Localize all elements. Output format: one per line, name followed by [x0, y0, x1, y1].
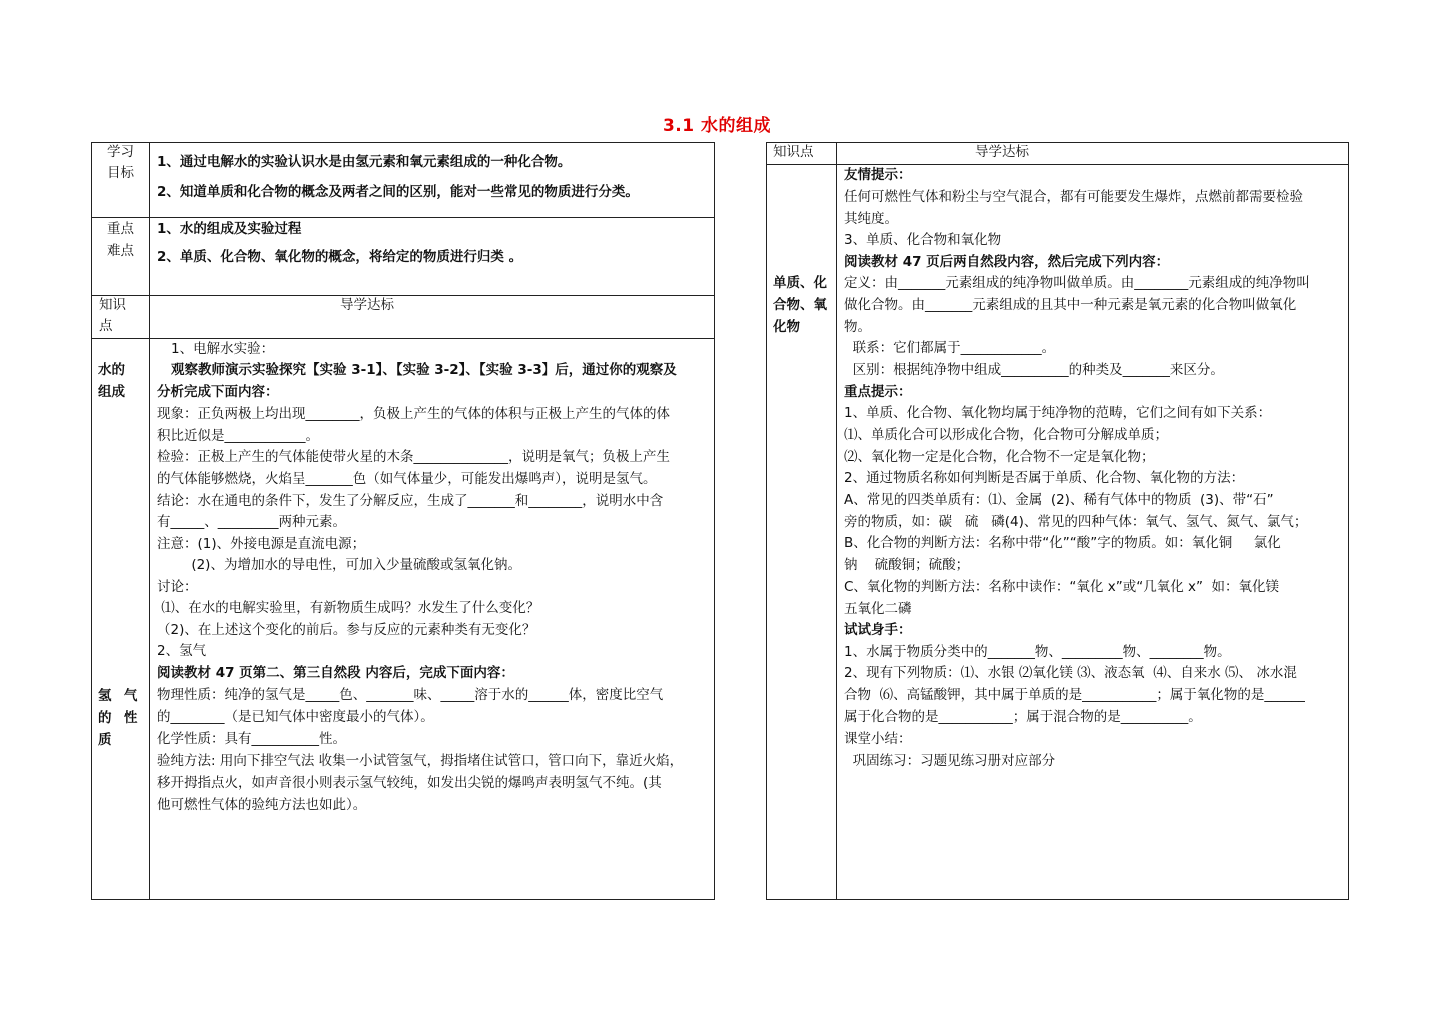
- right-header-knowledge: 知识点: [773, 144, 814, 160]
- section-water-label-1: 水的: [98, 362, 125, 378]
- left-line: 他可燃性气体的验纯方法也如此）。: [157, 797, 367, 813]
- right-line: 其纯度。: [844, 211, 898, 227]
- right-line: 定义：由_______元素组成的纯净物叫做单质。由________元素组成的纯净物叫: [844, 275, 1310, 291]
- left-line: 移开拇指点火，如声音很小则表示氢气较纯，如发出尖锐的爆鸣声表明氢气不纯。(其: [157, 775, 662, 791]
- left-line: 阅读教材 47 页第二、第三自然段 内容后，完成下面内容：: [157, 665, 514, 681]
- right-line: 任何可燃性气体和粉尘与空气混合，都有可能要发生爆炸，点燃前都需要检验: [844, 189, 1303, 205]
- right-line: 五氧化二磷: [844, 601, 912, 617]
- left-line: 检验：正极上产生的气体能使带火星的木条______________，说明是氧气；负极上产生: [157, 449, 670, 465]
- right-line: 阅读教材 47 页后两自然段内容，然后完成下列内容：: [844, 254, 1170, 270]
- left-line: 讨论：: [157, 579, 198, 595]
- left-line: 验纯方法: 用向下排空气法 收集一小试管氢气，拇指堵住试管口，管口向下，靠近火焰，: [157, 753, 684, 769]
- section-substance-label-2: 合物、氧: [773, 297, 827, 313]
- left-header-guide: 导学达标: [340, 297, 394, 313]
- left-line: 观察教师演示实验探究【实验 3-1】、【实验 3-2】、【实验 3-3】后，通过你的观察及: [171, 362, 677, 378]
- right-line: ⑴、单质化合可以形成化合物，化合物可分解成单质；: [844, 427, 1168, 443]
- document-title: 3.1 水的组成: [662, 116, 772, 136]
- keypoint-2: 2、单质、化合物、氧化物的概念，将给定的物质进行归类 。: [157, 249, 523, 265]
- left-line: 1、电解水实验：: [171, 341, 275, 357]
- right-line: 友情提示：: [844, 167, 912, 183]
- right-line: 1、水属于物质分类中的_______物、_________物、________物。: [844, 644, 1231, 660]
- right-line: 2、通过物质名称如何判断是否属于单质、化合物、氧化物的方法：: [844, 470, 1245, 486]
- right-line: A、常见的四类单质有：⑴、金属 (2)、稀有气体中的物质 (3)、带“石”: [844, 492, 1274, 508]
- right-line: 物。: [844, 319, 871, 335]
- right-line: 课堂小结：: [844, 731, 912, 747]
- section-hydrogen-label-1: 氢 气: [98, 688, 139, 704]
- goal-2: 2、知道单质和化合物的概念及两者之间的区别，能对一些常见的物质进行分类。: [157, 184, 639, 200]
- right-line: 试试身手：: [844, 622, 912, 638]
- left-line: 物理性质：纯净的氢气是_____色、_______味、_____溶于水的______体，密度比空气: [157, 687, 664, 703]
- right-line: 区别：根据纯净物中组成__________的种类及_______来区分。: [844, 362, 1224, 378]
- objectives-label-2: 目标: [107, 165, 134, 181]
- left-line: 2、氢气: [157, 643, 207, 659]
- left-line: 的气体能够燃烧，火焰呈_______色（如气体量少，可能发出爆鸣声），说明是氢气。: [157, 471, 657, 487]
- keypoints-label-2: 难点: [107, 243, 134, 259]
- right-line: 属于化合物的是___________；属于混合物的是__________。: [844, 709, 1202, 725]
- left-line: (2)、为增加水的导电性，可加入少量硫酸或氢氧化钠。: [157, 557, 521, 573]
- left-line: 化学性质：具有__________性。: [157, 731, 346, 747]
- right-line: 重点提示：: [844, 384, 912, 400]
- left-line: 结论：水在通电的条件下，发生了分解反应，生成了_______和________，说明水中含: [157, 493, 664, 509]
- right-line: 合物 ⑹、高锰酸钾，其中属于单质的是___________；属于氧化物的是______: [844, 687, 1305, 703]
- right-line: C、氧化物的判断方法：名称中读作：“氧化 x”或“几氧化 x” 如：氧化镁: [844, 579, 1280, 595]
- left-line: 现象：正负两极上均出现________，负极上产生的气体的体积与正极上产生的气体的体: [157, 406, 670, 422]
- section-water-label-2: 组成: [98, 384, 125, 400]
- section-hydrogen-label-3: 质: [98, 732, 112, 748]
- left-line: （2)、在上述这个变化的前后。参与反应的元素种类有无变化？: [157, 622, 536, 638]
- right-line: 2、现有下列物质：⑴、水银 ⑵氧化镁 ⑶、液态氧 ⑷、自来水 ⑸、 冰水混: [844, 665, 1297, 681]
- right-line: 1、单质、化合物、氧化物均属于纯净物的范畴，它们之间有如下关系：: [844, 405, 1272, 421]
- left-line: 注意：(1)、外接电源是直流电源；: [157, 536, 366, 552]
- left-header-knowledge-1: 知识: [99, 297, 126, 313]
- section-substance-label-3: 化物: [773, 319, 800, 335]
- right-line: 做化合物。由_______元素组成的且其中一种元素是氧元素的化合物叫做氧化: [844, 297, 1297, 313]
- keypoint-1: 1、水的组成及实验过程: [157, 221, 302, 237]
- left-line: 的________（是已知气体中密度最小的气体）。: [157, 709, 434, 725]
- right-line: 3、单质、化合物和氧化物: [844, 232, 1002, 248]
- right-line: 钠 硫酸铜；硫酸；: [844, 557, 970, 573]
- section-hydrogen-label-2: 的 性: [98, 710, 139, 726]
- left-line: 积比近似是____________。: [157, 428, 319, 444]
- goal-1: 1、通过电解水的实验认识水是由氢元素和氧元素组成的一种化合物。: [157, 154, 572, 170]
- right-header-guide: 导学达标: [975, 144, 1029, 160]
- right-line: B、化合物的判断方法：名称中带“化”“酸”字的物质。如：氧化铜 氯化: [844, 535, 1281, 551]
- left-line: 分析完成下面内容：: [157, 384, 279, 400]
- left-line: ⑴、在水的电解实验里，有新物质生成吗？水发生了什么变化？: [157, 600, 540, 616]
- left-line: 有_____、_________两种元素。: [157, 514, 346, 530]
- section-substance-label-1: 单质、化: [773, 275, 827, 291]
- right-line: 旁的物质，如：碳 硫 磷(4)、常见的四种气体：氧气、氢气、氮气、氯气；: [844, 514, 1308, 530]
- right-line: 巩固练习：习题见练习册对应部分: [844, 753, 1056, 769]
- right-line: ⑵、氧化物一定是化合物，化合物不一定是氧化物；: [844, 449, 1155, 465]
- keypoints-label-1: 重点: [107, 221, 134, 237]
- objectives-label-1: 学习: [107, 144, 134, 160]
- left-header-knowledge-2: 点: [99, 318, 113, 334]
- right-line: 联系：它们都属于____________。: [844, 340, 1056, 356]
